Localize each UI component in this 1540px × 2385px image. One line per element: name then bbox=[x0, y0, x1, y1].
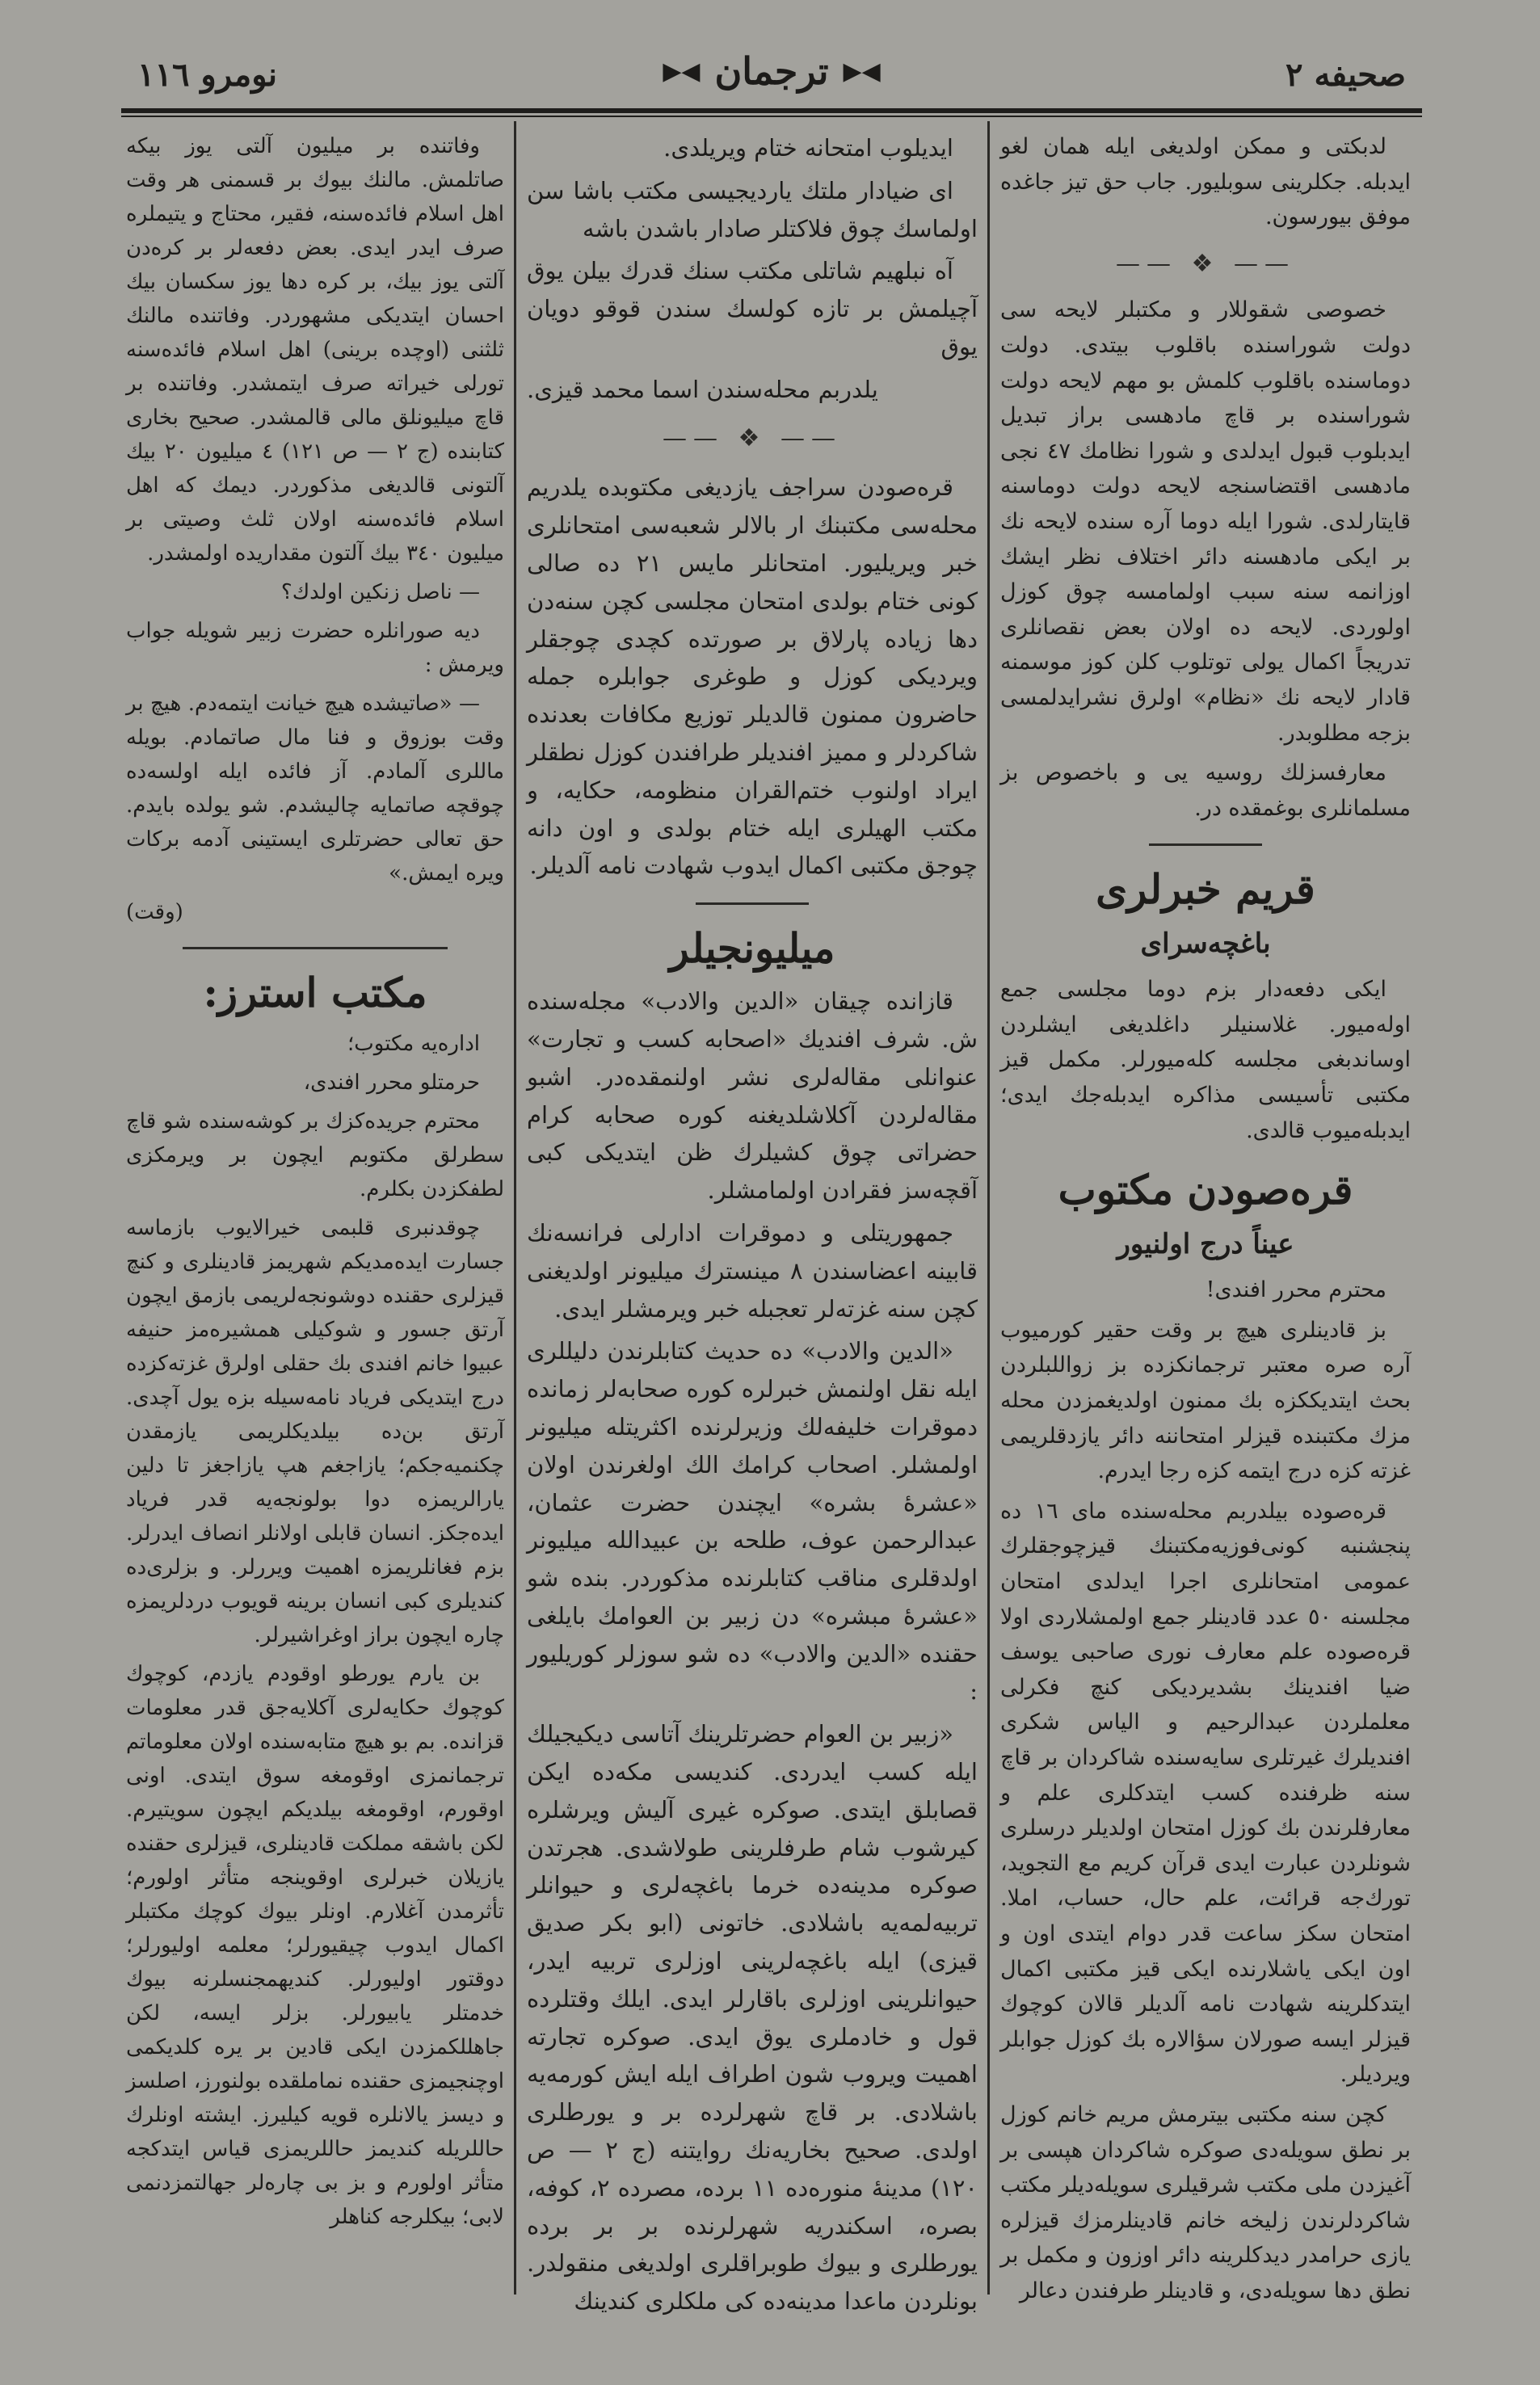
masthead-title: ترجمان bbox=[714, 49, 829, 93]
ornament-icon: ◀▶ bbox=[843, 57, 881, 86]
issue-number: نومرو ١١٦ bbox=[137, 56, 277, 94]
section-subheading: باغچه‌سراى bbox=[1140, 928, 1271, 961]
header-rule-thin bbox=[121, 116, 1422, 117]
poem-verse: اى ضيادار ملتك يارديجيسى مكتب باشا سن اولماسك چوق فلاكتلر صادار باشدن باشه bbox=[527, 176, 978, 242]
divider-ornament-icon: —— ❖ —— bbox=[1116, 249, 1295, 278]
article-paragraph: قره‌صوده بيلدربم محله‌سنده ماى ١٦ ده پنجشنبه كونى‌فوزيه‌مكتبنك قيزچوجقلرك عمومى امتحانلرى اجرا ايدلدى امتحان مجلسنه ٥٠ عدد قادينلر جمع اولمشلاردى اولا قره‌صوده علم معارف نورى صاحبى يوسف ضيا افندينك بشديرديكى كنچ فكرلى معلملردن عبدالرحيم و الياس شكرى افنديلرك غيرتلرى سايه‌سنده شاكردان بر قاچ سنه ظرفنده كسب ايتدكلرى علم و معارفلرندن بك كوزل امتحان اولديلر درسلرى شونلردن عبارت ايدى قرآن كريم مع التجويد، تورك‌جه قرائت، علم حال، حساب، املا. امتحان سكز ساعت قدر دوام ايتدى اون و اون ايكى ياشلارنده ايكى قيز مكتبى اكمال ايتدكلرينه شهادت نامه آلديلر قالان كوچوك قيزلر ايسه صورلان سؤالاره بك كوزل جوابلر ويرديلر. bbox=[1000, 1498, 1412, 2088]
poem-verse: آه نبلهيم شاتلى مكتب سنك قدرك بيلن يوق آچيلمش بر تازه كولسك سندن قوقو دويان يوق bbox=[527, 257, 978, 360]
article-paragraph: كچن سنه مكتبى بيترمش مريم خانم كوزل بر نطق سويله‌دى صوكره شاكردان هپسى بر آغيزدن ملى مكتب شرقيلرى سويله‌ديلر مكتب شاكردلرندن زليخه خانم قادينلرمزك قيزلره يازى حرامدر ديدكلرينه دائر اوزون و مكمل بر نطق دها سويله‌دى، و قادينلر طرفندن دعالر bbox=[1000, 2101, 1411, 2303]
page-header bbox=[121, 44, 1422, 109]
section-rule bbox=[696, 902, 809, 905]
article-paragraph: معارفسزلك روسيه يى و باخصوص بز مسلمانلرى بوغمقده در. bbox=[1000, 760, 1411, 821]
column-left bbox=[121, 129, 509, 2239]
letter-signature: يلدربم محله‌سندن اسما محمد قيزى. bbox=[527, 375, 878, 403]
section-heading: قريم خبرلرى bbox=[1096, 865, 1315, 914]
article-paragraph: خصوصى شقوللار و مكتبلر لايحه سى دولت شوراسنده باقلوب بيتدى. دولت دوماسنده باقلوب كلمش بو مهم لايحه دولت شوراسنده بر قاچ مادهسى براز تبديل ايدبلوب قبول ايدلدى و شورا نظامك ٤٧ نجى مادهسى اقتضاسنجه لايحه دولت دوماسنه قايتارلدى. شورا ايله دوما آره سنده لايحه نك بر ايكى مادهسنه دائر اختلاف نظر ايشك اوزانمه سنه سبب اولمامسه چوق كوزل اولوردى. لايحه ده اولان بعض نقصانلرى تدريجاً اكمال يولى توتلوب كلن كوز موسمنه قادار لايحه نك «نظام» اولرق نشرايدلمسى بزجه مطلوبدر. bbox=[1000, 297, 1411, 746]
divider-ornament-icon: —— ❖ —— bbox=[663, 423, 842, 452]
article-paragraph: وفاتنده بر ميليون آلتى يوز بيكه صاتلمش. مالنك بيوك بر قسمنى هر وقت اهل اسلام فائده‌سنه، فقير، محتاج و يتيملره صرف ايدر ايدى. بعض دفعه‌لر بر كره‌دن آلتى يوز بيك، بر كره دها يوز سكسان بيك احسان ايتديكى مشهوردر. وفاتنده مالنك ثلثنى (اوچده برينى) اهل اسلام فائده‌سنه تورلى خيراته صرف ايتمشدر. وفاتنده بر قاچ ميليونلق مالى قالمشدر. صحيح بخارى كتابنده (ج ٢ — ص ١٢١) ٤ ميليون ٢٠ بيك آلتونى قالديغى مذكوردر. ديمك كه اهل اسلام فائده‌سنه اولان ثلث وصيتى بر ميليون ٣٤٠ بيك آلتون مقداريده اولمشدر. bbox=[126, 134, 504, 566]
column-divider bbox=[514, 121, 516, 2295]
article-paragraph: قره‌صودن سراجف يازديغى مكتوبده يلدريم محله‌سى مكتبنك ار بالالر شعبه‌سى امتحانلرى خبر ويريليور. امتحانلر مايس ٢١ ده صالى كونى ختام بولدى امتحان مجلسى كچن سنه‌دن دها زياده پارلاق بر صورتده كچدى چوجقلر ويرديكى كوزل و طوغرى جوابلره جمله حاضرون ممنون قالديلر توزيع مكافات بعدنده شاكردلر و مميز افنديلر طرافندن كوزل نطقلر ايراد اولنوب ختم‌القران منظومه، حكايه، و مكتب الهيلرى ايله ختام بولدى و اون دانه چوجق مكتبى اكمال ايدوب شهادت نامه آلديلر. bbox=[527, 473, 978, 880]
article-paragraph: «زبير بن العوام حضرتلرينك آتاسى ديكيجيلك ايله كسب ايدردى. كنديسى مكه‌ده ايكن قصابلق ايتدى. صوكره غيرى آليش ويرشلره كيرشوب شام طرفلرينى طولاشدى. هجرتدن صوكره مدينه‌ده خرما باغچه‌لرى و حيوانلر تربيه‌لمه‌يه باشلادى. خاتونى (ابو بكر صديق قيزى) ايله باغچه‌لرينى اوزلرى تربيه ايدر، حيوانلرينى اوزلرى باقارلر ايدى. ايلك وقتلرده قول و خادملرى يوق ايدى. صوكره تجارته اهميت ويروب شون اطراف ايله ايش كورمه‌يه باشلادى. بر قاچ شهرلرده بر و يورطلرى اولدى. صحيح بخاريه‌نك روايتنه (ج ٢ — ص ١٢٠) مدينهٔ منوره‌ده ١١ برده، مصرده ٢، كوفه، بصره، اسكندريه شهرلرنده بر بر برده يورطلرى و بيوك طوبراقلرى اولديغى منقولدر. بونلردن ماعدا مدينه‌ده كى ملكلرى كندينك bbox=[527, 1720, 978, 2316]
column-right bbox=[995, 129, 1416, 2313]
article-paragraph: قازانده چيقان «الدين والادب» مجله‌سنده ش. شرف افنديك «اصحابه كسب و تجارت» عنوانلى مقاله‌لرى نشر اولنمقده‌در. اشبو مقاله‌لردن آكلاشلديغنه كوره صحابه كرام حضراتى چوق كشيلرك ظن ايتديكى كبى آقچه‌سز فقرادن اولمامشلر. bbox=[527, 987, 978, 1205]
section-heading: ميليونجيلر bbox=[669, 924, 835, 973]
article-paragraph: محترم جريده‌كزك بر كوشه‌سنده شو قاچ سطرلق مكتوبم ايچون بر ويرمكزى لطفكزدن بكلرم. bbox=[126, 1109, 504, 1201]
article-paragraph: «الدين والادب» ده حديث كتابلرندن دليللرى ايله نقل اولنمش خبرلره كوره صحابه‌لر زمانده دموقرات خليفه‌لك وزيرلرنده اكثريتله ميليونر اولمشلر. اصحاب كرامك الك اولغرندن اولان «عشرهٔ بشره» ايچندن حضرت عثمان، عبدالرحمن عوف، طلحه بن عبيدالله ميليونر اولدقلرى مناقب كتابلرنده مذكوردر. بنده شو «عشرهٔ مبشره» دن زبير بن العوامك بايلغى حقنده «الدين والادب» ده شو سوزلر كوريليور : bbox=[527, 1337, 978, 1706]
letter-header: اداره‌يه مكتوب؛ bbox=[347, 1032, 480, 1056]
article-paragraph: بن يارم يورطو اوقودم يازدم، كوچوك كوچوك حكايه‌لرى آكلايه‌جق قدر معلومات قزانده. بم بو هيچ متابه‌سنده اولان معلوماتم ترجمانمزى اوقومغه سوق ايتدى. اونى اوقورم، اوقومغه بيلديكم ايچون سويتيرم. لكن باشقه مملكت قادينلرى، قيزلرى حقنده يازيلان خبرلرى اوقوينجه متأثر اولورم؛ تأثرمدن آغلارم. اونلر بيوك كوچك مكتبلر اكمال ايدوب چيقيورلر؛ معلمه اوليورلر؛ دوقتور اوليورلر. كنديهمجنسلرنه بيوك خدمتلر يابيورلر. بزلر ايسه، لكن جاهللكمزدن ايكى قادين بر يره كلديكمى اوچنجيمزى حقنده نماملقده بولنورز، اصلسز و ديسز يالانلره قويه كيليرز. ايشته اونلرك حاللريله كنديمز حاللريمزى قياس ايتدكجه متأثر اولورم و بز بى چاره‌لر جهالتمزدنمى لابى؛ بيكلرجه كناهلر bbox=[126, 1662, 504, 2229]
article-paragraph: ايديلوب امتحانه ختام ويريلدى. bbox=[663, 134, 953, 162]
article-paragraph: — «صاتيشده هيچ خيانت ايتمه‌دم. هيچ بر وقت بوزوق و فنا مال صاتمادم. بويله ماللرى آلمادم. آز فائده ايله اولسه‌ده چوقچه صاتمايه چاليشدم. شو يولده بايدم. حق تعالى حضرتلرى ايستينى آدمه بركات ويره ايمش.» bbox=[126, 692, 504, 885]
masthead bbox=[663, 49, 880, 93]
source-credit: (وقت) bbox=[126, 900, 183, 924]
article-paragraph: جمهوريتلى و دموقرات ادارلى فرانسه‌نك قابينه اعضاسندن ٨ مينسترك ميليونر اولديغنى كچن سنه غزته‌لر تعجبله خبر ويرمشلر ايدى. bbox=[527, 1218, 978, 1323]
quote-question: — ناصل زنكين اولدك؟ bbox=[280, 580, 480, 604]
section-heading: قره‌صودن مكتوب bbox=[1058, 1166, 1353, 1214]
page-number: صحيفه ٢ bbox=[1285, 56, 1406, 94]
article-paragraph: بز قادينلرى هيچ بر وقت حقير كورميوب آره صره معتبر ترجمانكزده بز زواللبلردن بحث ايتديككزه بك ممنون اولديغمزدن محله مزك مكتبنده قيزلر امتحاننه دائر يازدقلريمى غزته كزه درج ايتمه كزه رجا ايدرم. bbox=[1000, 1317, 1411, 1484]
letter-salutation: حرمتلو محرر افندى، bbox=[303, 1071, 480, 1095]
letter-salutation: محترم محرر افندى! bbox=[1205, 1277, 1386, 1303]
column-divider bbox=[987, 121, 990, 2295]
article-paragraph: ديه صورانلره حضرت زبير شويله جواب ويرمش : bbox=[126, 619, 504, 677]
section-heading: مكتب استرز: bbox=[203, 969, 427, 1016]
section-subheading: عيناً درج اولنيور bbox=[1117, 1228, 1294, 1261]
section-rule bbox=[183, 947, 448, 949]
header-rule bbox=[121, 108, 1422, 113]
ornament-icon: ◀▶ bbox=[663, 57, 701, 86]
section-rule bbox=[1149, 843, 1262, 846]
article-paragraph: لدبكتى و ممكن اولديغى ايله همان لغو ايدبله. جكلرينى سوبليور. جاب حق تيز جاغده موفق بيورسون. bbox=[1000, 134, 1411, 230]
article-paragraph: چوقدنبرى قلبمى خيرالايوب بازماسه جسارت ايده‌مديكم شهريمز قادينلرى و كنچ قيزلرى حقنده دوشونجه‌لريمى بازمق ايچون آرتق جسور و شوكيلى همشيره‌مز حنيفه عبيوا خانم افندى بك حقلى اولرق غزته‌كزده درج ايتديكى فرياد نامه‌سيله بزه يول آچدى. آرتق بن‌ده بيلديكلريمى يازمقدن چكنميه‌جكم؛ يازاجغم هپ يازاجغز تا دلين يارالريمزه دوا بولونجه‌يه قدر فرياد ايده‌جكز. انسان قابلى اولانلر انصاف ايدرلر. بزم فغانلريمزه اهميت ويررلر. و بزلرى‌ده كنديلرى كبى انسان برينه قويوب دردلريمزه چاره ايچون براز اوغراشيرلر. bbox=[126, 1216, 504, 1647]
column-middle bbox=[522, 129, 982, 2325]
article-paragraph: ايكى دفعه‌دار بزم دوما مجلسى جمع اوله‌ميور. غلاسنيلر داغلديغى ايشلردن اوساندبغى مجلسه كله‌ميورلر. مكمل قيز مكتبى تأسيسى مذاكره ايدبله‌جك ايدى؛ ايدبله‌ميوب قالدى. bbox=[1000, 977, 1411, 1143]
